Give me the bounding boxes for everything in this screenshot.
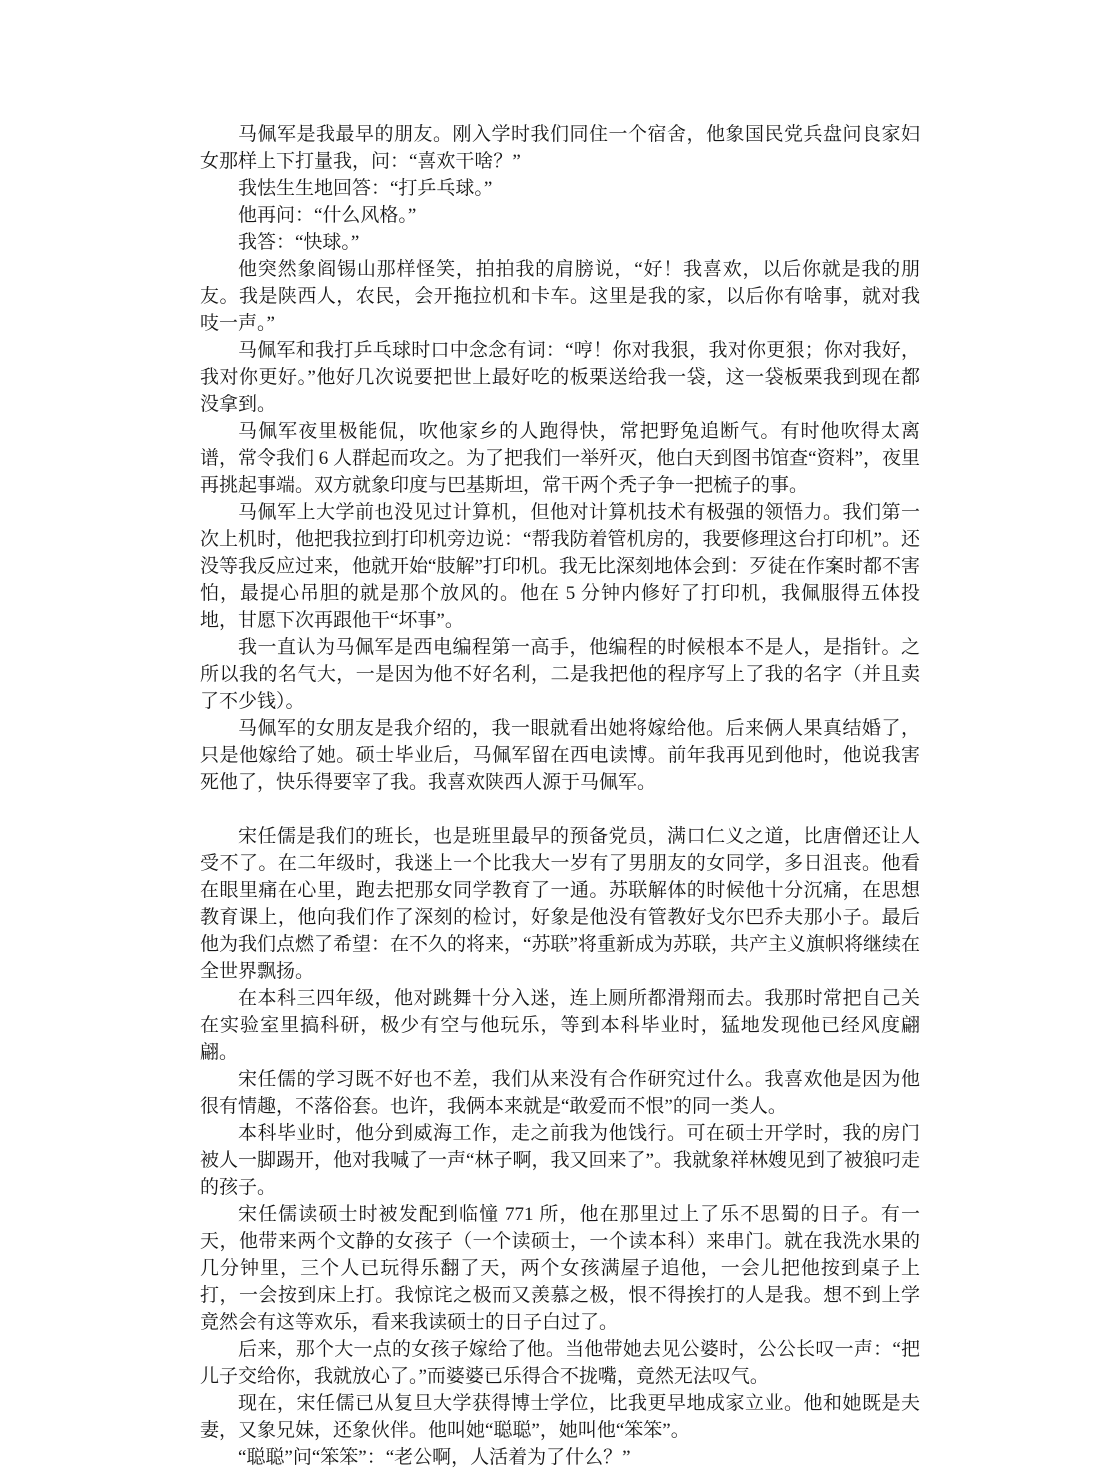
section-ma-peijun xyxy=(200,121,920,796)
paragraph: “聪聪”问“笨笨”：“老公啊，人活着为了什么？” xyxy=(238,1447,631,1468)
paragraph: 他再问：“什么风格。” xyxy=(238,205,417,226)
section-song-renru xyxy=(200,823,920,1471)
paragraph: 马佩军上大学前也没见过计算机，但他对计算机技术有极强的领悟力。我们第一次上机时，他把我拉到打印机旁边说：“帮我防着管机房的，我要修理这台打印机”。还没等我反应过来，他就开始“肢解”打印机。我无比深刻地体会到：歹徒在作案时都不害怕，最提心吊胆的就是那个放风的。他在 5 分钟内修好了打印机，我佩服得五体投地，甘愿下次再跟他干“坏事”。 xyxy=(200,502,920,631)
paragraph: 我答：“快球。” xyxy=(238,232,360,253)
paragraph: 他突然象阎锡山那样怪笑，拍拍我的肩膀说，“好！我喜欢，以后你就是我的朋友。我是陕西人，农民，会开拖拉机和卡车。这里是我的家，以后你有啥事，就对我吱一声。” xyxy=(200,259,920,334)
paragraph: 马佩军的女朋友是我介绍的，我一眼就看出她将嫁给他。后来俩人果真结婚了，只是他嫁给了她。硕士毕业后，马佩军留在西电读博。前年我再见到他时，他说我害死他了，快乐得要宰了我。我喜欢陕西人源于马佩军。 xyxy=(200,718,920,793)
paragraph: 在本科三四年级，他对跳舞十分入迷，连上厕所都滑翔而去。我那时常把自己关在实验室里搞科研，极少有空与他玩乐，等到本科毕业时，猛地发现他已经风度翩翩。 xyxy=(200,988,920,1063)
paragraph: 宋任儒读硕士时被发配到临憧 771 所，他在那里过上了乐不思蜀的日子。有一天，他带来两个文静的女孩子（一个读硕士，一个读本科）来串门。就在我洗水果的几分钟里，三个人已玩得乐翻了天，两个女孩满屋子追他，一会儿把他按到桌子上打，一会按到床上打。我惊诧之极而又羡慕之极，恨不得挨打的人是我。想不到上学竟然会有这等欢乐，看来我读硕士的日子白过了。 xyxy=(200,1204,920,1333)
paragraph: 马佩军和我打乒乓球时口中念念有词：“哼！你对我狠，我对你更狠；你对我好，我对你更好。”他好几次说要把世上最好吃的板栗送给我一袋，这一袋板栗我到现在都没拿到。 xyxy=(200,340,920,415)
paragraph: 现在，宋任儒已从复旦大学获得博士学位，比我更早地成家立业。他和她既是夫妻，又象兄妹，还象伙伴。他叫她“聪聪”，她叫他“笨笨”。 xyxy=(200,1393,920,1441)
paragraph: 本科毕业时，他分到威海工作，走之前我为他饯行。可在硕士开学时，我的房门被人一脚踢开，他对我喊了一声“林子啊，我又回来了”。我就象祥林嫂见到了被狼叼走的孩子。 xyxy=(200,1123,920,1198)
document-body xyxy=(200,121,920,1471)
paragraph: 宋任儒的学习既不好也不差，我们从来没有合作研究过什么。我喜欢他是因为他很有情趣，不落俗套。也许，我俩本来就是“敢爱而不恨”的同一类人。 xyxy=(200,1069,920,1117)
paragraph: 马佩军是我最早的朋友。刚入学时我们同住一个宿舍，他象国民党兵盘问良家妇女那样上下打量我，问：“喜欢干啥？” xyxy=(200,124,920,172)
paragraph: 我一直认为马佩军是西电编程第一高手，他编程的时候根本不是人，是指针。之所以我的名气大，一是因为他不好名利，二是我把他的程序写上了我的名字（并且卖了不少钱）。 xyxy=(200,637,920,712)
paragraph: 宋任儒是我们的班长，也是班里最早的预备党员，满口仁义之道，比唐僧还让人受不了。在二年级时，我迷上一个比我大一岁有了男朋友的女同学，多日沮丧。他看在眼里痛在心里，跑去把那女同学教育了一通。苏联解体的时候他十分沉痛，在思想教育课上，他向我们作了深刻的检讨，好象是他没有管教好戈尔巴乔夫那小子。最后他为我们点燃了希望：在不久的将来，“苏联”将重新成为苏联，共产主义旗帜将继续在全世界飘扬。 xyxy=(200,826,920,982)
paragraph: 马佩军夜里极能侃，吹他家乡的人跑得快，常把野兔追断气。有时他吹得太离谱，常令我们 6 人群起而攻之。为了把我们一举歼灭，他白天到图书馆查“资料”，夜里再挑起事端。双方就象印度与巴基斯坦，常干两个秃子争一把梳子的事。 xyxy=(200,421,920,496)
paragraph: 后来，那个大一点的女孩子嫁给了他。当他带她去见公婆时，公公长叹一声：“把儿子交给你，我就放心了。”而婆婆已乐得合不拢嘴，竟然无法叹气。 xyxy=(200,1339,920,1387)
paragraph: 我怯生生地回答：“打乒乓球。” xyxy=(238,178,493,199)
